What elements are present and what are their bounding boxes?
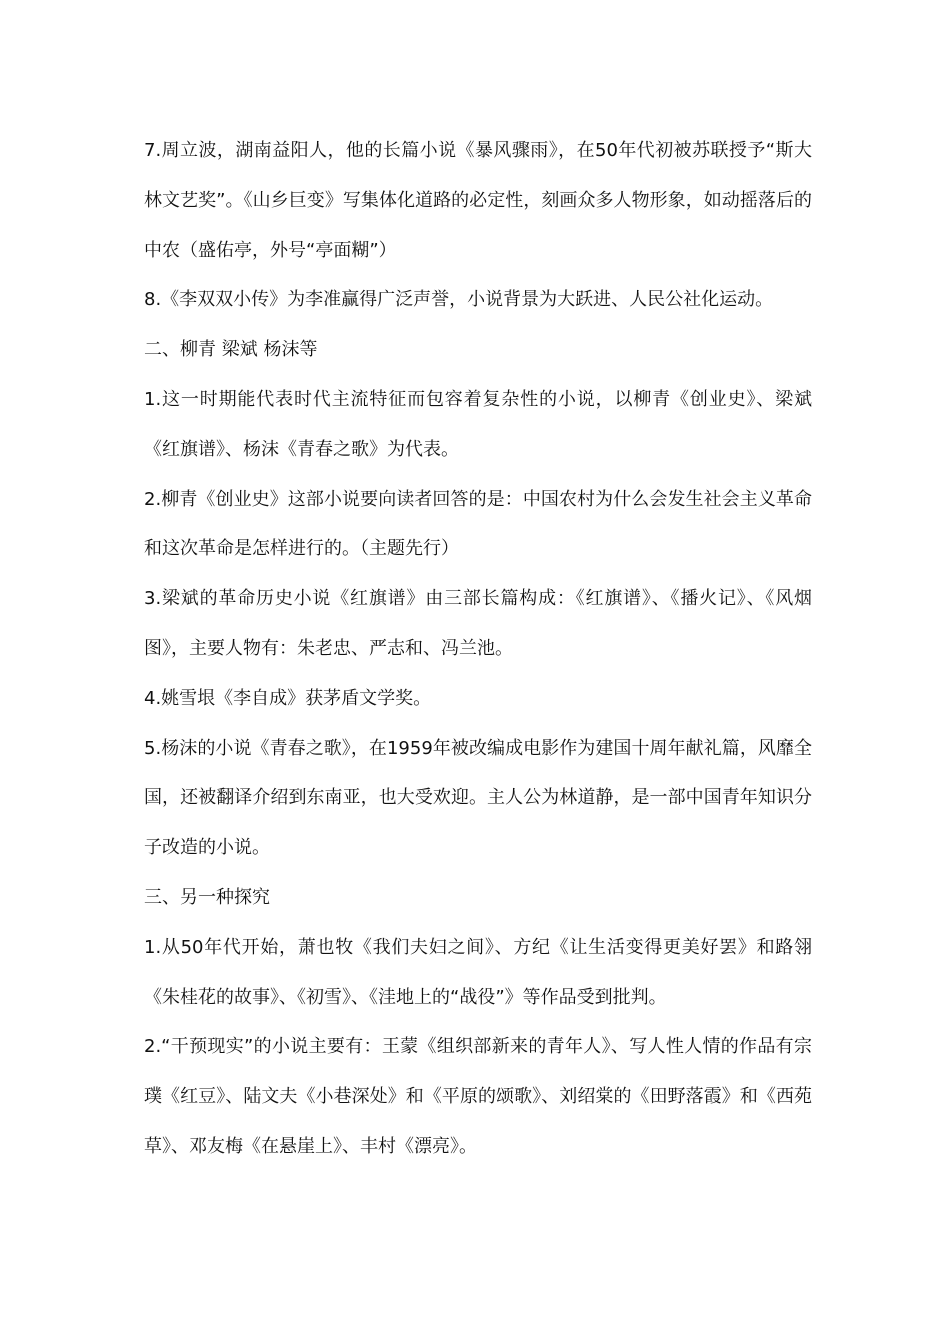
paragraph-s2-item-3: 3.梁斌的革命历史小说《红旗谱》由三部长篇构成：《红旗谱》、《播火记》、《风烟图》，主要人物有：朱老忠、严志和、冯兰池。 [144, 588, 812, 659]
document-body [144, 126, 812, 1172]
paragraph-s2-item-2: 2.柳青《创业史》这部小说要向读者回答的是：中国农村为什么会发生社会主义革命和这次革命是怎样进行的。（主题先行） [144, 488, 812, 560]
paragraph-s2-item-5: 5.杨沫的小说《青春之歌》，在1959年被改编成电影作为建国十周年献礼篇，风靡全国，还被翻译介绍到东南亚，也大受欢迎。主人公为林道静，是一部中国青年知识分子改造的小说。 [144, 737, 812, 859]
paragraph-item-7: 7.周立波，湖南益阳人，他的长篇小说《暴风骤雨》，在50年代初被苏联授予“斯大林文艺奖”。《山乡巨变》写集体化道路的必定性，刻画众多人物形象，如动摇落后的中农（盛佑亭，外号“亭面糊”） [144, 140, 812, 261]
paragraph-item-8: 8.《李双双小传》为李准赢得广泛声誉，小说背景为大跃进、人民公社化运动。 [144, 289, 774, 311]
paragraph-s3-item-1: 1.从50年代开始，萧也牧《我们夫妇之间》、方纪《让生活变得更美好罢》和路翎《朱桂花的故事》、《初雪》、《洼地上的“战役”》等作品受到批判。 [144, 936, 812, 1008]
paragraph-s3-item-2: 2.“干预现实”的小说主要有：王蒙《组织部新来的青年人》、写人性人情的作品有宗璞《红豆》、陆文夫《小巷深处》和《平原的颂歌》、刘绍棠的《田野落霞》和《西苑草》、邓友梅《在悬崖上》、丰村《漂亮》。 [144, 1036, 812, 1157]
paragraph-s2-item-1: 1.这一时期能代表时代主流特征而包容着复杂性的小说，以柳青《创业史》、梁斌《红旗谱》、杨沫《青春之歌》为代表。 [144, 388, 812, 460]
paragraph-s2-item-4: 4.姚雪垠《李自成》获茅盾文学奖。 [144, 687, 432, 709]
section-heading-3: 三、另一种探究 [144, 886, 270, 908]
section-heading-2: 二、柳青 梁斌 杨沫等 [144, 339, 318, 361]
